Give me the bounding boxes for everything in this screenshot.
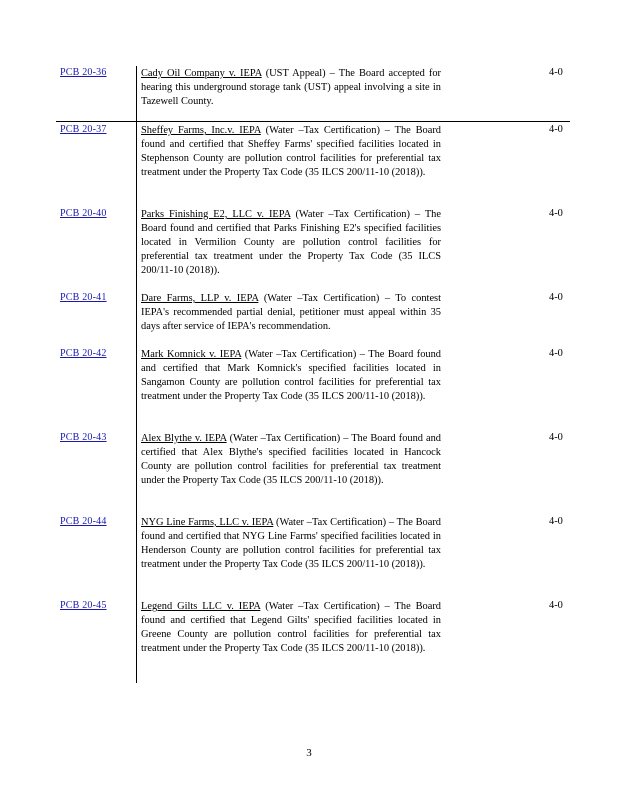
case-title: Parks Finishing E2, LLC v. IEPA (141, 209, 291, 220)
vote-count: 4-0 (549, 432, 563, 443)
case-title: Legend Gilts LLC v. IEPA (141, 601, 261, 612)
entry-description (141, 432, 441, 488)
case-title: Sheffey Farms, Inc.v. IEPA (141, 125, 261, 136)
case-number-link[interactable]: PCB 20-44 (60, 516, 107, 527)
entry-description (141, 516, 441, 572)
case-title: Mark Komnick v. IEPA (141, 349, 242, 360)
entry-description (141, 208, 441, 278)
entry-text: (Water –Tax Certification) – The Board found and certified that Mark Komnick's specified facilities located in Sangamon County are pollution control facilities for preferential tax treatment under the Property Tax Code (35 ILCS 200/11-10 (2018)). (141, 349, 441, 402)
entry-description (141, 67, 441, 109)
entry-text: (Water –Tax Certification) – The Board found and certified that Legend Gilts' specified facilities located in Greene County are pollution control facilities for preferential tax treatment under the Property Tax Code (35 ILCS 200/11-10 (2018)). (141, 601, 441, 654)
case-number-link[interactable]: PCB 20-42 (60, 348, 107, 359)
entry-description (141, 292, 441, 334)
vote-count: 4-0 (549, 516, 563, 527)
page-number: 3 (306, 747, 312, 759)
vote-count: 4-0 (549, 600, 563, 611)
case-number-link[interactable]: PCB 20-43 (60, 432, 107, 443)
entry-text: (Water –Tax Certification) – To contest IEPA's recommended partial denial, petitioner must appeal within 35 days after service of IEPA's recommendation. (141, 293, 441, 332)
case-number-link[interactable]: PCB 20-41 (60, 292, 107, 303)
entry-description (141, 348, 441, 404)
entry-text: (Water –Tax Certification) – The Board found and certified that NYG Line Farms' specified facilities located in Henderson County are pollution control facilities for preferential tax treatment under the Property Tax Code (35 ILCS 200/11-10 (2018)). (141, 517, 441, 570)
case-number-link[interactable]: PCB 20-37 (60, 124, 107, 135)
vote-count: 4-0 (549, 67, 563, 78)
case-title: Cady Oil Company v. IEPA (141, 68, 262, 79)
entry-description (141, 124, 441, 180)
vote-count: 4-0 (549, 124, 563, 135)
entry-text: (UST Appeal) – The Board accepted for hearing this underground storage tank (UST) appeal involving a site in Tazewell County. (141, 68, 441, 107)
case-number-link[interactable]: PCB 20-40 (60, 208, 107, 219)
entry-text: (Water –Tax Certification) – The Board found and certified that Alex Blythe's specified facilities located in Hancock County are pollution control facilities for preferential tax treatment under the Property Tax Code (35 ILCS 200/11-10 (2018)). (141, 433, 441, 486)
row-divider (56, 121, 570, 122)
vote-count: 4-0 (549, 348, 563, 359)
case-title: Alex Blythe v. IEPA (141, 433, 227, 444)
vote-count: 4-0 (549, 292, 563, 303)
case-title: NYG Line Farms, LLC v. IEPA (141, 517, 274, 528)
entry-text: (Water –Tax Certification) – The Board found and certified that Parks Finishing E2's specified facilities located in Vermilion County are pollution control facilities for preferential tax treatment under the Property Tax Code (35 ILCS 200/11-10 (2018)). (141, 209, 441, 276)
vote-count: 4-0 (549, 208, 563, 219)
case-title: Dare Farms, LLP v. IEPA (141, 293, 259, 304)
case-number-link[interactable]: PCB 20-45 (60, 600, 107, 611)
case-number-link[interactable]: PCB 20-36 (60, 67, 107, 78)
entry-text: (Water –Tax Certification) – The Board found and certified that Sheffey Farms' specified facilities located in Stephenson County are pollution control facilities for preferential tax treatment under the Property Tax Code (35 ILCS 200/11-10 (2018)). (141, 125, 441, 178)
column-divider (136, 66, 137, 683)
entry-description (141, 600, 441, 656)
